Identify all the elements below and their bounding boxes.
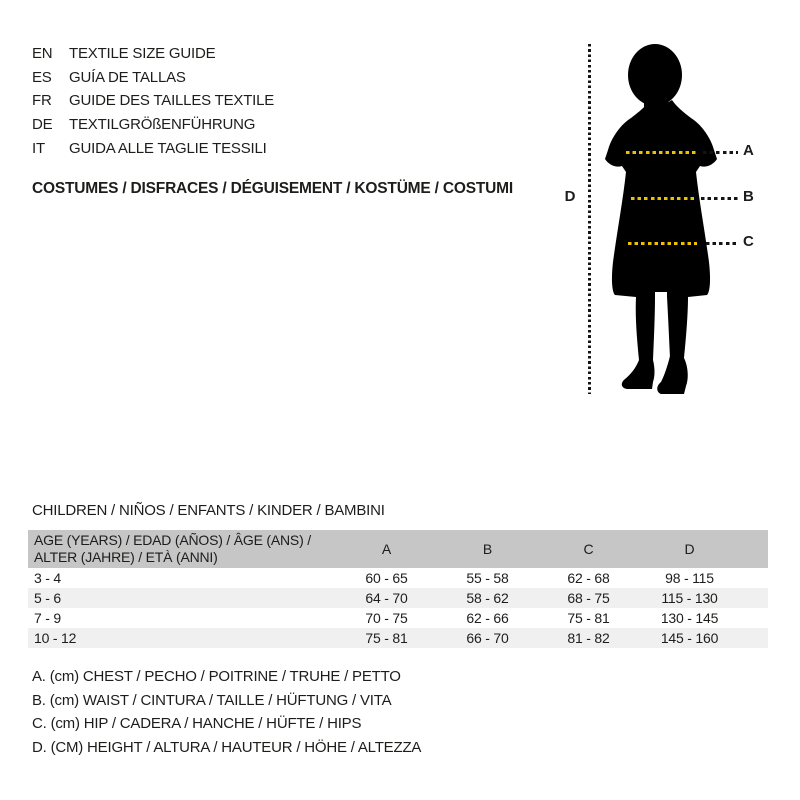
language-code: FR	[32, 92, 52, 110]
waist-cell: 66 - 70	[466, 630, 509, 646]
guide-title: TEXTILGRÖßENFÜHRUNG	[69, 116, 256, 134]
language-row	[32, 136, 274, 160]
height-measure-label: D	[564, 188, 576, 205]
language-row	[32, 89, 274, 113]
size-table-row	[28, 628, 768, 648]
age-cell: 3 - 4	[34, 570, 62, 586]
category-heading: COSTUMES / DISFRACES / DÉGUISEMENT / KOSTÜME / COSTUMI	[32, 180, 513, 197]
legend-item-hip: C. (cm) HIP / CADERA / HANCHE / HÜFTE / HIPS	[32, 715, 362, 733]
age-cell: 5 - 6	[34, 590, 62, 606]
age-cell: 7 - 9	[34, 610, 62, 626]
column-header-b: B	[437, 530, 538, 568]
language-row	[32, 113, 274, 137]
legend-item-chest: A. (cm) CHEST / PECHO / POITRINE / TRUHE / PETTO	[32, 668, 401, 685]
child-silhouette-figure	[603, 42, 719, 397]
hip-measure-line	[628, 242, 697, 245]
waist-pointer-line	[701, 197, 738, 200]
section-heading: CHILDREN / NIÑOS / ENFANTS / KINDER / BAMBINI	[32, 502, 385, 519]
height-cell: 115 - 130	[661, 590, 718, 606]
hip-cell: 62 - 68	[567, 570, 610, 586]
size-table-row	[28, 568, 768, 588]
waist-cell: 58 - 62	[466, 590, 509, 606]
measurement-legend	[28, 665, 768, 760]
height-cell: 145 - 160	[660, 630, 719, 646]
waist-measure-line	[631, 197, 694, 200]
language-row	[32, 66, 274, 90]
hip-cell: 68 - 75	[567, 590, 610, 606]
column-header-d: D	[639, 530, 768, 568]
hip-pointer-line	[706, 242, 738, 245]
chest-cell: 70 - 75	[365, 610, 408, 626]
height-cell: 98 - 115	[665, 570, 714, 586]
language-code: ES	[32, 68, 52, 86]
legend-item-height: D. (CM) HEIGHT / ALTURA / HAUTEUR / HÖHE / ALTEZZA	[32, 739, 422, 757]
age-cell: 10 - 12	[34, 630, 77, 646]
language-row	[32, 42, 274, 66]
hip-cell: 81 - 82	[567, 630, 610, 646]
size-table	[28, 530, 768, 648]
age-header-line1: AGE (YEARS) / EDAD (AÑOS) / ÂGE (ANS) /	[34, 531, 311, 548]
height-dotted-line	[588, 44, 591, 394]
age-header-line2: ALTER (JAHRE) / ETÀ (ANNI)	[34, 549, 218, 565]
language-code: EN	[32, 45, 53, 63]
hip-measure-label: C	[743, 233, 754, 250]
waist-measure-label: B	[743, 188, 754, 205]
language-code: DE	[32, 116, 53, 134]
chest-cell: 64 - 70	[365, 590, 408, 606]
language-code: IT	[32, 139, 45, 157]
measurement-figure	[555, 42, 775, 404]
size-table-row	[28, 608, 768, 628]
waist-cell: 55 - 58	[466, 570, 509, 586]
size-table-row	[28, 588, 768, 608]
age-column-header	[28, 530, 336, 568]
language-guide-list	[32, 42, 274, 160]
waist-cell: 62 - 66	[466, 610, 509, 626]
legend-item-waist: B. (cm) WAIST / CINTURA / TAILLE / HÜFTUNG / VITA	[32, 691, 392, 709]
column-header-c: C	[538, 530, 639, 568]
chest-pointer-line	[703, 151, 738, 154]
height-cell: 130 - 145	[660, 610, 719, 626]
chest-cell: 60 - 65	[365, 570, 408, 586]
guide-title: GUÍA DE TALLAS	[69, 68, 186, 86]
chest-measure-label: A	[743, 142, 754, 159]
column-header-a: A	[336, 530, 437, 568]
guide-title: GUIDA ALLE TAGLIE TESSILI	[69, 139, 267, 157]
size-table-header-row	[28, 530, 768, 568]
guide-title: GUIDE DES TAILLES TEXTILE	[69, 92, 275, 110]
guide-title: TEXTILE SIZE GUIDE	[69, 45, 216, 63]
children-size-section	[28, 502, 768, 760]
chest-cell: 75 - 81	[365, 630, 408, 646]
chest-measure-line	[626, 151, 697, 154]
hip-cell: 75 - 81	[567, 610, 610, 626]
